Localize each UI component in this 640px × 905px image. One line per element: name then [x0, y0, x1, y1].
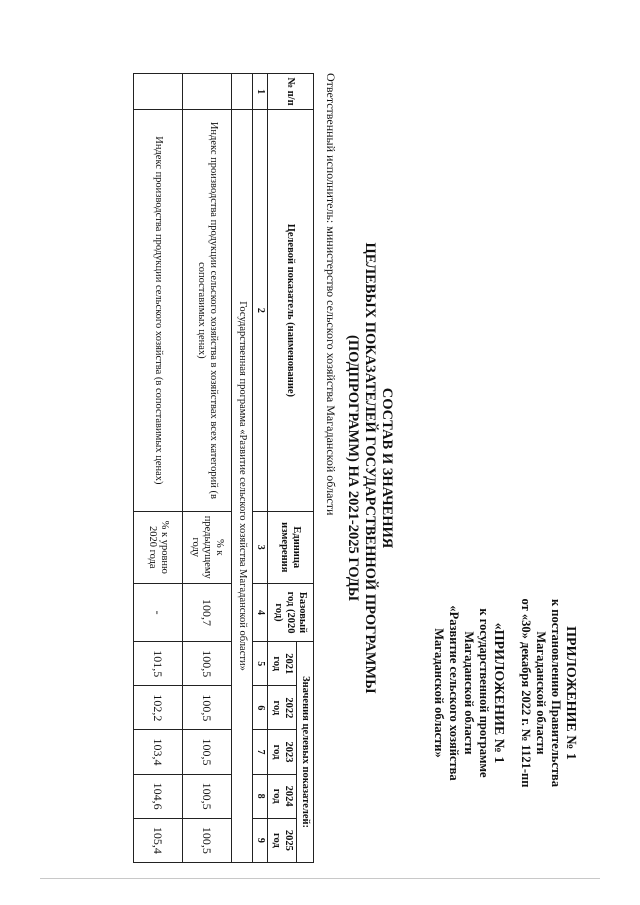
header-year: 2022 год: [268, 686, 297, 730]
column-number: 1: [253, 74, 268, 110]
rotated-document-page: [30, 58, 610, 878]
header-year: 2023 год: [268, 730, 297, 774]
approval-line: к государственной программе: [477, 608, 491, 778]
column-numbers-row: [253, 74, 268, 863]
approval-line: к постановлению Правительства: [549, 598, 563, 788]
column-number: 3: [253, 511, 268, 583]
row-num: [134, 74, 183, 110]
header-base: Базовый год (2020 год): [268, 583, 314, 641]
table-row: [134, 74, 183, 863]
column-number: 4: [253, 583, 268, 641]
section-title: Государственная программа «Развитие сельского хозяйства Магаданской области»: [232, 110, 253, 863]
responsible-executor: Ответственный исполнитель: министерство сельского хозяйства Магаданской области: [324, 73, 338, 516]
row-value: 102,2: [134, 686, 183, 730]
row-base: 100,7: [183, 583, 232, 641]
column-number: 5: [253, 642, 268, 686]
document-title: [344, 58, 395, 878]
row-value: 100,5: [183, 642, 232, 686]
table-row: [183, 74, 232, 863]
title-line: ЦЕЛЕВЫХ ПОКАЗАТЕЛЕЙ ГОСУДАРСТВЕННОЙ ПРОГРАММЫ: [362, 242, 378, 694]
approval-line: «Развитие сельского хозяйства: [447, 605, 461, 781]
bottom-divider: [40, 878, 600, 879]
row-value: 103,4: [134, 730, 183, 774]
row-name: Индекс производства продукции сельского хозяйства в хозяйствах всех категорий (в сопоставимых ценах): [183, 110, 232, 512]
row-value: 100,5: [183, 818, 232, 862]
appendix-heading: ПРИЛОЖЕНИЕ № 1: [563, 626, 578, 760]
column-number: 6: [253, 686, 268, 730]
row-value: 100,5: [183, 686, 232, 730]
title-line: СОСТАВ И ЗНАЧЕНИЯ: [379, 387, 395, 549]
column-number: 2: [253, 110, 268, 512]
row-value: 101,5: [134, 642, 183, 686]
row-base: -: [134, 583, 183, 641]
header-values: Значения целевых показателей:: [297, 642, 314, 863]
row-unit: % к предыдущему году: [183, 511, 232, 583]
row-value: 100,5: [183, 730, 232, 774]
approval-line: Магаданской области: [534, 631, 548, 755]
column-number: 9: [253, 818, 268, 862]
section-row: [232, 74, 253, 863]
row-value: 104,6: [134, 774, 183, 818]
header-year: 2024 год: [268, 774, 297, 818]
title-line: (ПОДПРОГРАММ) НА 2021-2025 ГОДЫ: [345, 335, 361, 601]
row-value: 105,4: [134, 818, 183, 862]
row-num: [183, 74, 232, 110]
approval-block: [431, 528, 578, 858]
header-name: Целевой показатель (наименование): [268, 110, 314, 512]
approval-line: Магаданской области»: [432, 628, 446, 758]
header-year: 2025 год: [268, 818, 297, 862]
table-header-row: [297, 74, 314, 863]
row-unit: % к уровню 2020 года: [134, 511, 183, 583]
row-value: 100,5: [183, 774, 232, 818]
approval-line: от «30» декабря 2022 г. № 1121-пп: [519, 598, 533, 788]
header-unit: Единица измерения: [268, 511, 314, 583]
indicators-table: [133, 73, 314, 863]
approval-line: Магаданской области: [462, 631, 476, 755]
appendix-heading-quoted: «ПРИЛОЖЕНИЕ № 1: [491, 622, 506, 764]
header-num: № п/п: [268, 74, 314, 110]
row-name: Индекс производства продукции сельского хозяйства (в сопоставимых ценах): [134, 110, 183, 512]
column-number: 7: [253, 730, 268, 774]
column-number: 8: [253, 774, 268, 818]
header-year: 2021 год: [268, 642, 297, 686]
